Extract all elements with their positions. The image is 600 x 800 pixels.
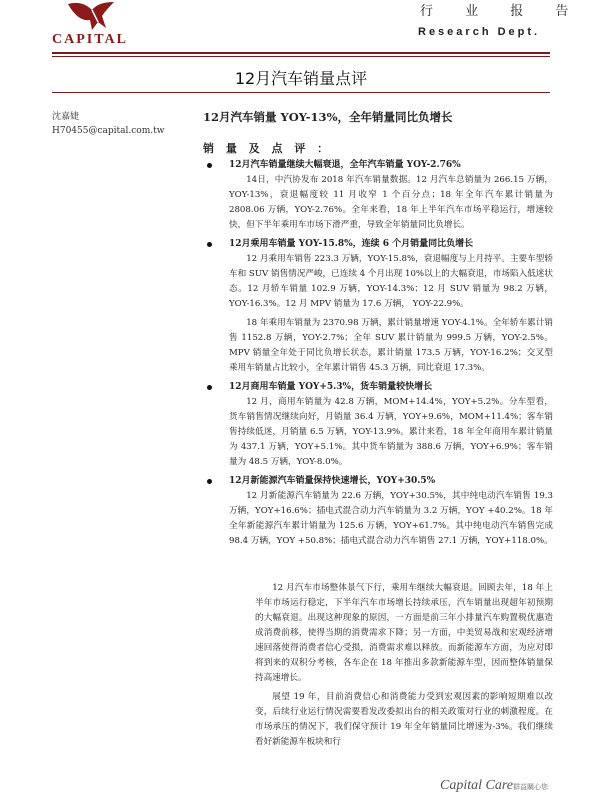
report-body: [203, 110, 553, 754]
conclusion-paragraph: 展望 19 年，目前消费信心和消费能力受到宏观因素的影响短期难以改变，后续行业运行情况需要看发改委拟出台的相关政策对行业的刺激程度。在市场承压的情况下，我们保守预计 19 年全年销量同比增速为-3%。我们继续看好新能源车板块和行: [255, 692, 553, 747]
conclusion-paragraph: 12 月汽车市场整体景气下行，乘用车继续大幅衰退。回顾去年，18 年上半年市场运行稳定，下半年汽车市场增长持续承压，汽车销量出现超年初预期的大幅衰退。出现这种现象的原因，一方面是前三年小排量汽车购置税优惠造成消费前移，使得当期的消费需求下降；另一方面，中美贸易战和宏观经济增速回落使得消费者信心受损，消费需求难以释放。而新能源车方面，为应对即将到来的双积分考核，各车企在 18 年推出多款新能源车型，因而整体销量保持高速增长。: [255, 583, 553, 683]
report-headline: 12月汽车销量 YOY-13%，全年销量同比负增长: [203, 110, 453, 124]
paragraph: 12 月新能源汽车销量为 22.6 万辆，YOY+30.5%，其中纯电动汽车销售 19.3 万辆，YOY+16.6%；插电式混合动力汽车销量为 3.2 万辆，YOY +40.2%。18 年全年新能源汽车累计销量为 125.6 万辆，YOY+61.7%。其中纯电动汽车销售完成 98.4 万辆，YOY +50.8%；插电式混合动力汽车销售 27.1 万辆，YOY+118.0%。: [229, 491, 553, 546]
bullet-heading: 12月商用车销量 YOY+5.3%，货车销量较快增长: [203, 380, 553, 395]
brand-name: CAPITAL: [52, 32, 128, 47]
eagle-logo-icon: [62, 0, 132, 34]
author-name: 沈嘉婕: [52, 112, 80, 122]
department-label: Research Dept.: [418, 26, 541, 38]
paragraph: 14日，中汽协发布 2018 年汽车销量数据。12 月汽车总销量为 266.15 万辆，YOY-13%，衰退幅度较 11 月收窄 1 个百分点；18 年全年汽车累计销量为 2808.06 万辆，YOY-2.76%。全年来看，18 年上半年汽车市场平稳运行，增速较快，但下半年乘用车市场下滑严重，导致全年销量同比负增长。: [229, 175, 553, 230]
author-block: [52, 110, 164, 138]
bullet-icon: [207, 385, 212, 390]
section-label: 销 量 及 点 评 ：: [203, 142, 333, 155]
page-title: 12月汽车销量点评: [234, 69, 368, 88]
footer-badge: 群益關心您: [513, 783, 548, 791]
title-rule: [52, 92, 550, 93]
paragraph: 12 月，商用车销量为 42.8 万辆，MOM+14.4%，YOY+5.2%。分车型看，货车销售情况继续向好，月销量 36.4 万辆，YOY+9.6%，MOM+11.4%；客车销售持续低迷，月销量 6.5 万辆，YOY-13.9%。累计来看，18 年全年商用车累计销量为 437.1 万辆，YOY+5.1%。其中货车销量为 388.6 万辆，YOY+6.9%；客车销量为 48.5 万辆，YOY-8.0%。: [229, 397, 553, 467]
report-type-label: 行 业 报 告: [420, 4, 583, 19]
paragraph: 18 年乘用车销量为 2370.98 万辆，累计销量增速 YOY-4.1%。全年轿车累计销售 1152.8 万辆，YOY-2.7%；全年 SUV 累计销量为 999.5 万辆，YOY-2.5%。MPV 销量全年处于同比负增长状态，累计销量 173.5 万辆，YOY-16.2%；交叉型乘用车销量占比较小，全年累计销售 45.3 万辆，同比衰退 17.3%。: [229, 318, 553, 373]
bullet-heading: 12月汽车销量继续大幅衰退，全年汽车销量 YOY-2.76%: [203, 158, 553, 173]
bullet-icon: [207, 479, 212, 484]
bullet-heading: 12月新能源汽车销量保持快速增长，YOY+30.5%: [203, 474, 553, 489]
paragraph: 12 月乘用车销售 223.3 万辆，YOY-15.8%，衰退幅度与上月持平。主要车型轿车和 SUV 销售情况严峻，已连续 4 个月出现 10%以上的大幅衰退，市场陷入低迷状态。12 月轿车销量 102.9 万辆，YOY-14.3%；12 月 SUV 销量为 98.2 万辆，YOY-16.3%。12 月 MPV 销量为 17.6 万辆， YOY-22.9%。: [229, 254, 553, 309]
footer-logo: Capital Care: [440, 778, 513, 793]
bullet-icon: [207, 163, 212, 168]
bullet-heading: 12月乘用车销量 YOY-15.8%，连续 6 个月销量同比负增长: [203, 237, 553, 252]
author-email: H70455@capital.com.tw: [52, 126, 165, 136]
header-rule: [52, 52, 550, 54]
bullet-icon: [207, 242, 212, 247]
header-rule-thin: [52, 56, 550, 57]
company-logo: [52, 0, 152, 48]
